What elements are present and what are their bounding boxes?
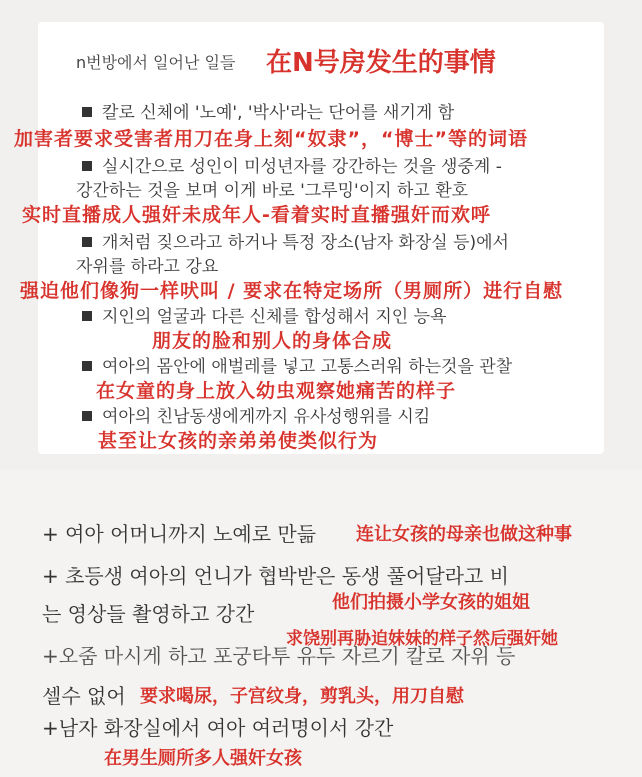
- bullet-icon: [82, 237, 92, 247]
- item-1-korean: 칼로 신체에 '노예', '박사'라는 단어를 새기게 함: [82, 98, 454, 123]
- item-3-korean: 개처럼 짖으라고 하거나 특정 장소(남자 화장실 등)에서: [82, 228, 509, 253]
- item-2-korean-cont: 강간하는 것을 보며 이게 바로 '그루밍'이지 하고 환호: [76, 181, 469, 201]
- lower-line-4-korean: +오줌 마시게 하고 포궁타투 유두 자르기 칼로 자위 등: [42, 644, 516, 668]
- item-3-korean-cont: 자위를 하라고 강요: [76, 257, 219, 277]
- item-4-chinese: 朋友的脸和别人的身体合成: [152, 330, 393, 352]
- item-4-korean: 지인의 얼굴과 다른 신체를 합성해서 지인 능욕: [82, 302, 446, 327]
- item-6-chinese: 甚至让女孩的亲弟弟使类似行为: [98, 430, 379, 452]
- bullet-icon: [82, 411, 92, 421]
- item-2-chinese: 实时直播成人强奸未成年人-看着实时直播强奸而欢呼: [22, 204, 491, 226]
- lower-line-1-chinese: 连让女孩的母亲也做这种事: [356, 524, 572, 545]
- item-5-chinese: 在女童的身上放入幼虫观察她痛苦的样子: [96, 380, 457, 402]
- bullet-icon: [82, 361, 92, 371]
- lower-line-5-chinese: 要求喝尿，子宫纹身，剪乳头，用刀自慰: [140, 686, 464, 707]
- item-5-korean: 여아의 몸안에 애벌레를 넣고 고통스러워 하는것을 관찰: [82, 352, 512, 377]
- title-chinese: 在N号房发生的事情: [266, 48, 496, 78]
- bullet-icon: [82, 161, 92, 171]
- lower-line-6-korean: +남자 화장실에서 여아 여러명이서 강간: [42, 716, 394, 740]
- lower-line-6-chinese: 在男生厕所多人强奸女孩: [104, 748, 302, 769]
- item-2-korean: 실시간으로 성인이 미성년자를 강간하는 것을 생중계 -: [82, 152, 502, 177]
- item-6-korean: 여아의 친남동생에게까지 유사성행위를 시킴: [82, 402, 430, 427]
- lower-line-3b-chinese: 求饶别再胁迫妹妹的样子然后强奸她: [286, 629, 558, 649]
- bullet-icon: [82, 107, 92, 117]
- title-korean: n번방에서 일어난 일들: [76, 53, 236, 72]
- lower-line-3-korean: 는 영상들 촬영하고 강간: [42, 602, 255, 626]
- lower-line-5-korean: 셀수 없어: [42, 684, 126, 708]
- item-1-chinese: 加害者要求受害者用刀在身上刻“奴隶”，“博士”等的词语: [14, 128, 528, 150]
- bullet-icon: [82, 311, 92, 321]
- lower-line-2-korean: + 초등생 여아의 언니가 협박받은 동생 풀어달라고 비: [42, 564, 509, 588]
- lower-line-1-korean: + 여아 어머니까지 노예로 만듦: [42, 522, 317, 546]
- item-3-chinese: 强迫他们像狗一样吠叫 / 要求在特定场所（男厕所）进行自慰: [20, 280, 564, 302]
- lower-line-3-chinese: 他们拍摄小学女孩的姐姐: [332, 592, 530, 613]
